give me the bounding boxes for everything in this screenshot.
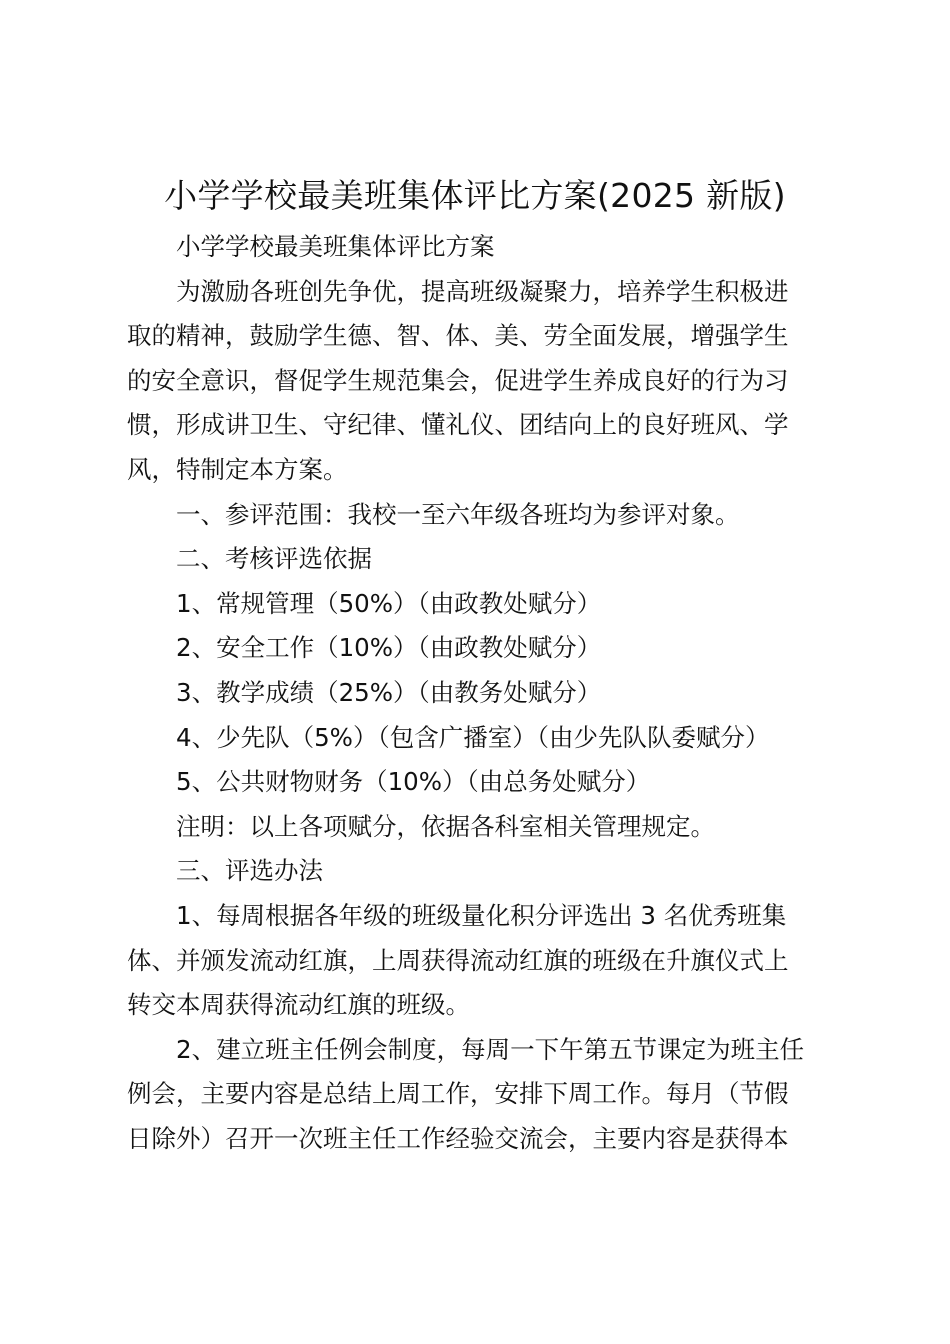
- paragraph-line: 1、每周根据各年级的班级量化积分评选出 3 名优秀班集: [176, 900, 787, 930]
- paragraph-line: 5、公共财物财务（10%）（由总务处赋分）: [176, 767, 651, 797]
- document-body: [127, 225, 832, 1161]
- document-title: 小学学校最美班集体评比方案(2025 新版): [164, 176, 786, 215]
- paragraph-line: 转交本周获得流动红旗的班级。: [127, 990, 470, 1020]
- paragraph-line: 体、并颁发流动红旗，上周获得流动红旗的班级在升旗仪式上: [127, 945, 789, 975]
- paragraph-line: 4、少先队（5%）（包含广播室）（由少先队队委赋分）: [176, 722, 770, 752]
- paragraph-line: 例会，主要内容是总结上周工作，安排下周工作。每月（节假: [127, 1079, 789, 1109]
- paragraph-line: 二、考核评选依据: [176, 544, 372, 574]
- paragraph-line: 的安全意识，督促学生规范集会，促进学生养成良好的行为习: [127, 365, 789, 395]
- paragraph-line: 2、建立班主任例会制度，每周一下午第五节课定为班主任: [176, 1034, 805, 1064]
- paragraph-line: 1、常规管理（50%）（由政教处赋分）: [176, 588, 602, 618]
- paragraph-line: 取的精神，鼓励学生德、智、体、美、劳全面发展，增强学生: [127, 321, 789, 351]
- paragraph-line: 小学学校最美班集体评比方案: [176, 232, 495, 261]
- paragraph-line: 注明：以上各项赋分，依据各科室相关管理规定。: [176, 811, 715, 841]
- paragraph-line: 为激励各班创先争优，提高班级凝聚力，培养学生积极进: [176, 276, 789, 306]
- paragraph-line: 2、安全工作（10%）（由政教处赋分）: [176, 633, 602, 663]
- paragraph-line: 3、教学成绩（25%）（由教务处赋分）: [176, 677, 602, 707]
- paragraph-line: 三、评选办法: [176, 856, 323, 886]
- paragraph-line: 风，特制定本方案。: [127, 454, 348, 484]
- paragraph-line: 日除外）召开一次班主任工作经验交流会，主要内容是获得本: [127, 1123, 789, 1153]
- paragraph-line: 一、参评范围：我校一至六年级各班均为参评对象。: [176, 499, 740, 529]
- paragraph-line: 惯，形成讲卫生、守纪律、懂礼仪、团结向上的良好班风、学: [127, 410, 789, 440]
